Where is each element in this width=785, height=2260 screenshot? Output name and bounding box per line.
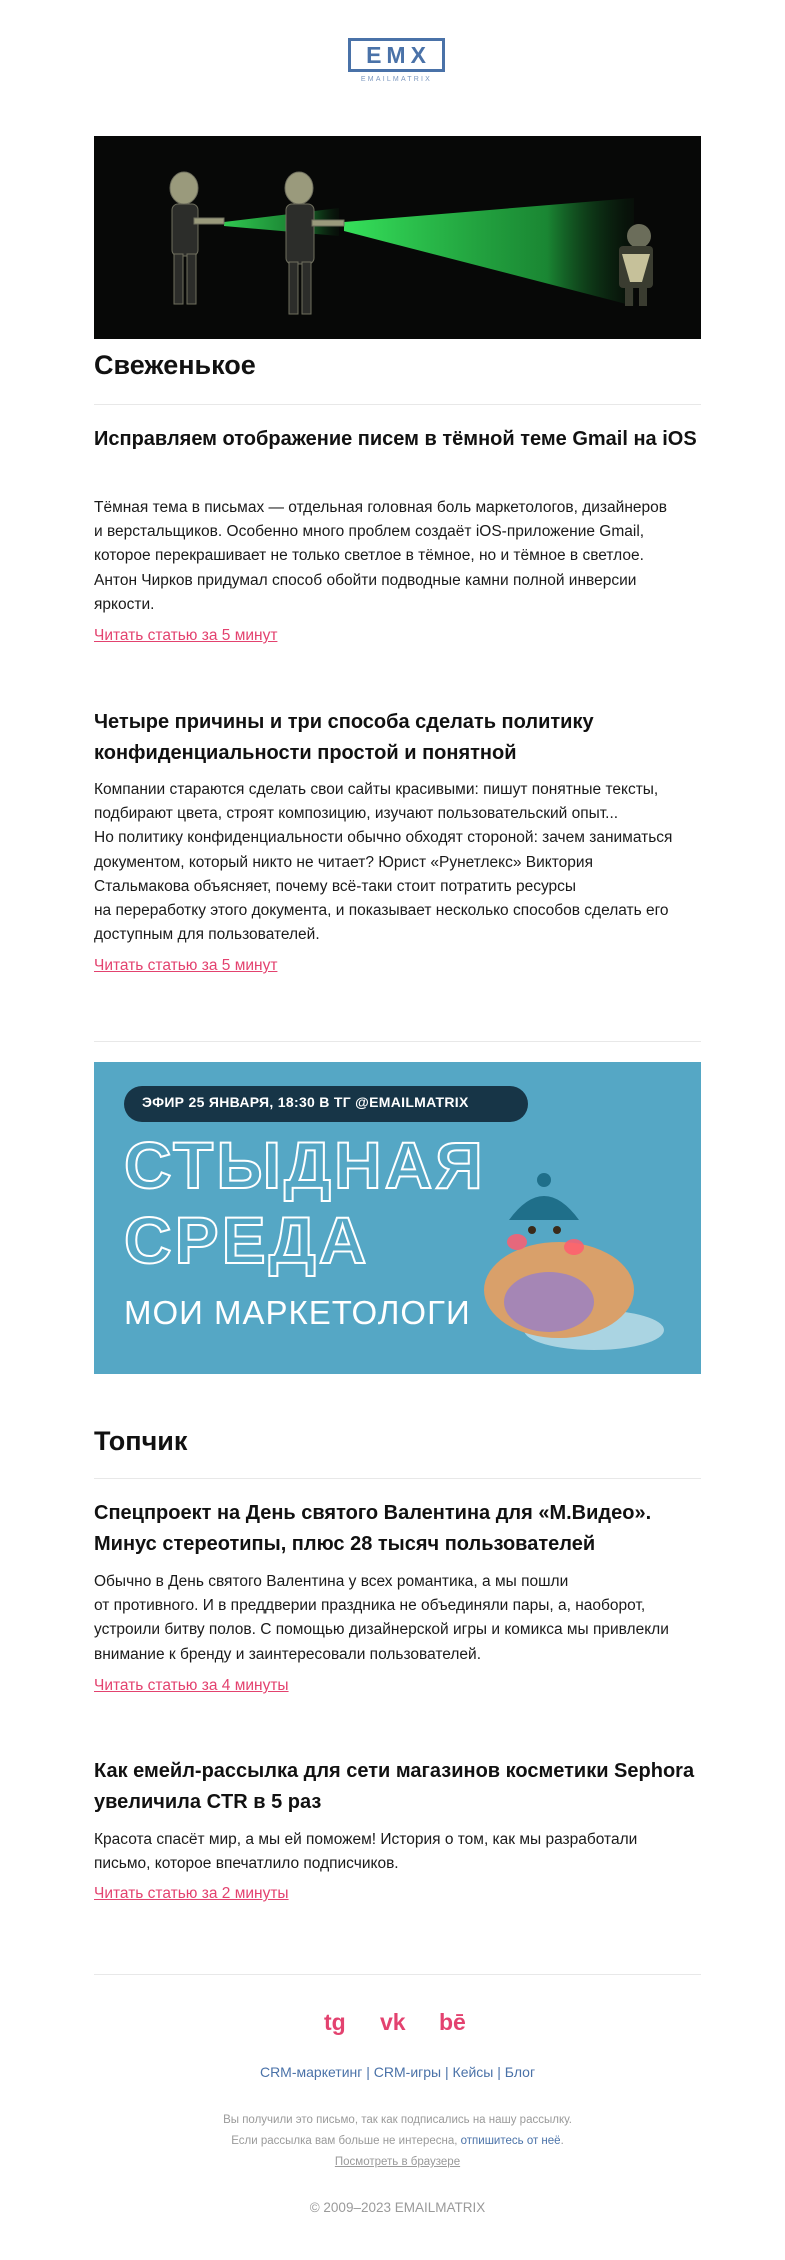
banner-badge: ЭФИР 25 ЯНВАРЯ, 18:30 В ТГ @EMAILMATRIX [142, 1094, 469, 1110]
hero-illustration[interactable] [94, 136, 701, 339]
unsubscribe-link[interactable]: отпишитесь от неё [460, 2135, 561, 2147]
footer-nav [94, 2064, 701, 2080]
copyright: © 2009–2023 EMAILMATRIX [309, 2200, 486, 2215]
footer-link-crm-games[interactable]: CRM-игры [373, 2064, 442, 2080]
divider [94, 1974, 701, 1975]
logo-mark: EMX [348, 38, 445, 72]
article-title: Четыре причины и три способа сделать политику конфиденциальности простой и понятной [94, 711, 594, 764]
footer-separator: | [497, 2064, 505, 2080]
logo-subtitle: EMAILMATRIX [360, 76, 433, 83]
divider [94, 1478, 701, 1479]
footer-separator: | [445, 2064, 453, 2080]
article-text: Тёмная тема в письмах — отдельная головная боль маркетологов, дизайнеров и верстальщиков. Особенно много проблем создаёт iOS-приложение Gmail, которое перекрашивает не только светлое в тёмное, но и тёмное в светлое. Антон Чирков придумал способ обойти подводные камни полной инверсии яркости. [94, 499, 667, 613]
social-telegram-link[interactable]: tg [324, 2009, 346, 2035]
banner-line3: МОИ МАРКЕТОЛОГИ [124, 1294, 471, 1331]
article-text: Красота спасёт мир, а мы ей поможем! История о том, как мы разработали письмо, которое впечатлило подписчиков. [94, 1831, 638, 1873]
view-in-browser-link[interactable]: Посмотреть в браузере [334, 2156, 461, 2168]
divider [94, 1041, 701, 1042]
read-article-link[interactable]: Читать статью за 5 минут [94, 957, 278, 974]
article-title: Спецпроект на День святого Валентина для «М.Видео». Минус стереотипы, плюс 28 тысяч пользователей [94, 1502, 652, 1555]
spy-flashlight-icon [94, 136, 701, 339]
browser-view-row [94, 2156, 701, 2168]
social-vk-link[interactable]: vk [380, 2009, 406, 2035]
footer-link-blog[interactable]: Блог [504, 2064, 536, 2080]
promo-banner[interactable] [94, 1062, 701, 1374]
article-text: Обычно в День святого Валентина у всех романтика, а мы пошли от противного. И в преддверии праздника не объединяли пары, а, наоборот, устроили битву полов. С помощью дизайнерской игры и комикса мы привлекли внимание к бренду и заинтересовали пользователей. [94, 1573, 669, 1663]
unsubscribe-suffix: . [560, 2135, 564, 2147]
banner-line1: СТЫДНАЯ [124, 1128, 486, 1202]
footer-link-cases[interactable]: Кейсы [452, 2064, 494, 2080]
read-article-link[interactable]: Читать статью за 4 минуты [94, 1677, 289, 1694]
subscription-notice: Вы получили это письмо, так как подписались на нашу рассылку. [223, 2114, 572, 2126]
section-title-fresh: Свеженькое [94, 350, 256, 380]
unsubscribe-notice [94, 2135, 701, 2147]
banner-line2: СРЕДА [124, 1203, 370, 1277]
read-article-link[interactable]: Читать статью за 5 минут [94, 627, 278, 644]
read-article-link[interactable]: Читать статью за 2 минуты [94, 1885, 289, 1902]
divider [94, 404, 701, 405]
footer-link-crm-marketing[interactable]: CRM-маркетинг [259, 2064, 363, 2080]
article-text: Компании стараются сделать свои сайты красивыми: пишут понятные тексты, подбирают цвета, строят композицию, изучают пользовательский опыт... Но политику конфиденциальности обычно обходят стороной: зачем заниматься документом, который никто не читает? Юрист «Рунетлекс» Виктория Стальмакова объясняет, почему всё-таки стоит потратить ресурсы на переработку этого документа, и показывает несколько способов сделать его доступным для пользователей. [94, 781, 673, 944]
unsubscribe-prefix: Если рассылка вам больше не интересна, [231, 2135, 461, 2147]
footer-separator: | [366, 2064, 374, 2080]
article-title: Исправляем отображение писем в тёмной теме Gmail на iOS [94, 428, 697, 450]
article-title: Как емейл-рассылка для сети магазинов косметики Sephora увеличила CTR в 5 раз [94, 1760, 695, 1813]
section-title-top: Топчик [94, 1426, 188, 1456]
social-behance-link[interactable]: bē [439, 2009, 466, 2035]
emailmatrix-logo[interactable] [348, 38, 445, 88]
